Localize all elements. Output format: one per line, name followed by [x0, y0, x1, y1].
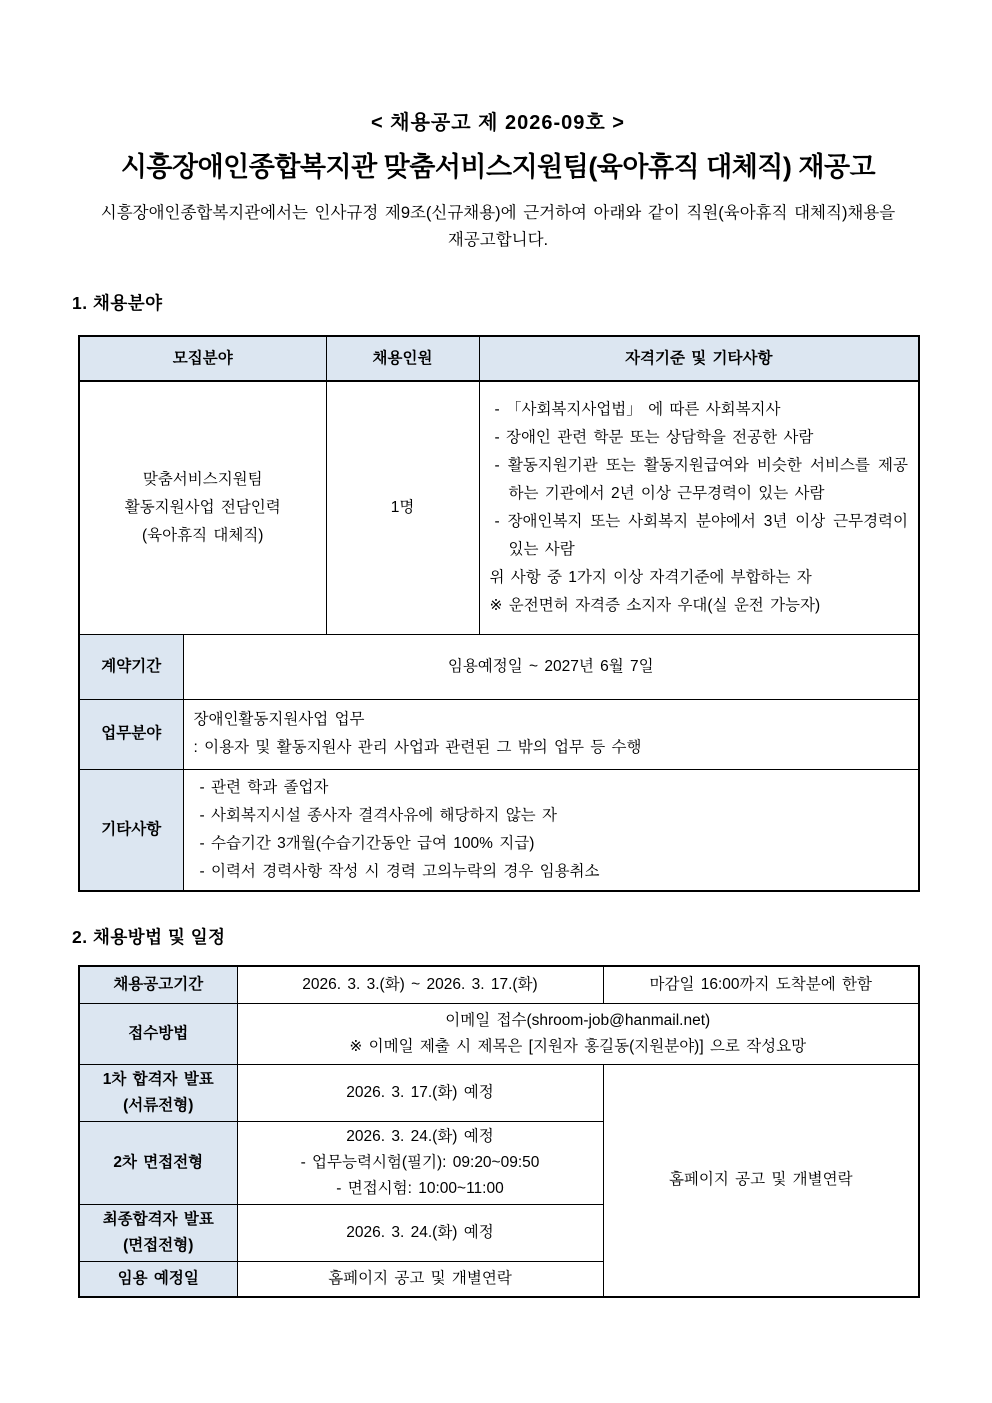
table1-header-qualifications: 자격기준 및 기타사항 [479, 336, 919, 381]
qualification-item: - 활동지원기관 또는 활동지원급여와 비슷한 서비스를 제공하는 기관에서 2년 이상 근무경력이 있는 사람 [494, 456, 908, 502]
section-1-heading: 1. 채용분야 [72, 293, 163, 313]
first-pass-label-line-2: (서류전형) [123, 1096, 194, 1114]
apply-method-label: 접수방법 [79, 1003, 237, 1064]
etc-item: - 수습기간 3개월(수습기간동안 급여 100% 지급) [199, 834, 535, 852]
qualification-note: 위 사항 중 1가지 이상 자격기준에 부합하는 자 [489, 568, 812, 586]
doc-intro: 시흥장애인종합복지관에서는 인사규정 제9조(신규채용)에 근거하여 아래와 같이 직원(육아휴직 대체직)채용을 재공고합니다. [100, 204, 896, 249]
duty-line-1: 장애인활동지원사업 업무 [193, 711, 365, 728]
notice-period-value: 2026. 3. 3.(화) ~ 2026. 3. 17.(화) [237, 966, 603, 1003]
first-pass-label [79, 1064, 237, 1121]
table1-header-row [79, 336, 919, 381]
qualification-item: - 장애인 관련 학문 또는 상담학을 전공한 사람 [494, 428, 814, 446]
apply-email: 이메일 접수(shroom-job@hanmail.net) [445, 1011, 711, 1029]
etc-value-cell [183, 769, 919, 891]
qualification-item: - 장애인복지 또는 사회복지 분야에서 3년 이상 근무경력이 있는 사람 [494, 512, 908, 558]
second-interview-cell [237, 1121, 603, 1204]
qualification-preference: ※ 운전면허 자격증 소지자 우대(실 운전 가능자) [489, 596, 821, 614]
duty-row [79, 699, 919, 769]
table1-position-row [79, 381, 919, 634]
qualifications-cell [479, 381, 919, 634]
etc-item: - 사회복지시설 종사자 결격사유에 해당하지 않는 자 [199, 806, 557, 824]
second-interview-date: 2026. 3. 24.(화) 예정 [346, 1127, 494, 1145]
position-cell [79, 381, 326, 634]
etc-item: - 이력서 경력사항 작성 시 경력 고의누락의 경우 임용취소 [199, 862, 600, 880]
contract-period-label: 계약기간 [79, 634, 183, 699]
duty-line-2: : 이용자 및 활동지원사 관리 사업과 관련된 그 밖의 업무 등 수행 [193, 739, 642, 756]
final-pass-label [79, 1204, 237, 1261]
notice-deadline: 마감일 16:00까지 도착분에 한함 [603, 966, 919, 1003]
doc-number: < 채용공고 제 2026-09호 > [371, 112, 625, 134]
appointment-label: 임용 예정일 [79, 1261, 237, 1297]
final-pass-label-line-2: (면접전형) [123, 1236, 194, 1254]
headcount-cell: 1명 [326, 381, 479, 634]
final-pass-date: 2026. 3. 24.(화) 예정 [237, 1204, 603, 1261]
apply-method-row [79, 1003, 919, 1064]
notice-period-label: 채용공고기간 [79, 966, 237, 1003]
doc-title: 시흥장애인종합복지관 맞춤서비스지원팀(육아휴직 대체직) 재공고 [120, 152, 876, 182]
section-2-heading: 2. 채용방법 및 일정 [72, 927, 226, 947]
announcement-method-cell: 홈페이지 공고 및 개별연락 [603, 1064, 919, 1297]
second-interview-written-test: - 업무능력시험(필기): 09:20~09:50 [300, 1153, 540, 1171]
duty-label: 업무분야 [79, 699, 183, 769]
second-interview-label: 2차 면접전형 [79, 1121, 237, 1204]
etc-row [79, 769, 919, 891]
recruitment-field-table [78, 335, 920, 892]
final-pass-label-line-1: 최종합격자 발표 [102, 1210, 214, 1228]
first-pass-label-line-1: 1차 합격자 발표 [102, 1070, 214, 1088]
qualification-item: - 「사회복지사업법」 에 따른 사회복지사 [494, 400, 781, 418]
position-line-3: (육아휴직 대체직) [142, 526, 264, 544]
appointment-value: 홈페이지 공고 및 개별연락 [237, 1261, 603, 1297]
notice-period-row [79, 966, 919, 1003]
etc-item: - 관련 학과 졸업자 [199, 778, 329, 796]
etc-label: 기타사항 [79, 769, 183, 891]
schedule-table [78, 965, 920, 1298]
contract-period-row [79, 634, 919, 699]
apply-method-cell [237, 1003, 919, 1064]
apply-note: ※ 이메일 제출 시 제목은 [지원자 홍길동(지원분야)] 으로 작성요망 [349, 1037, 807, 1055]
contract-period-value: 임용예정일 ~ 2027년 6월 7일 [183, 634, 919, 699]
duty-value-cell [183, 699, 919, 769]
first-pass-date: 2026. 3. 17.(화) 예정 [237, 1064, 603, 1121]
table1-header-field: 모집분야 [79, 336, 326, 381]
position-line-2: 활동지원사업 전담인력 [124, 498, 281, 516]
second-interview-time: - 면접시험: 10:00~11:00 [336, 1179, 504, 1197]
position-line-1: 맞춤서비스지원팀 [142, 470, 263, 488]
first-pass-row [79, 1064, 919, 1121]
table1-header-count: 채용인원 [326, 336, 479, 381]
